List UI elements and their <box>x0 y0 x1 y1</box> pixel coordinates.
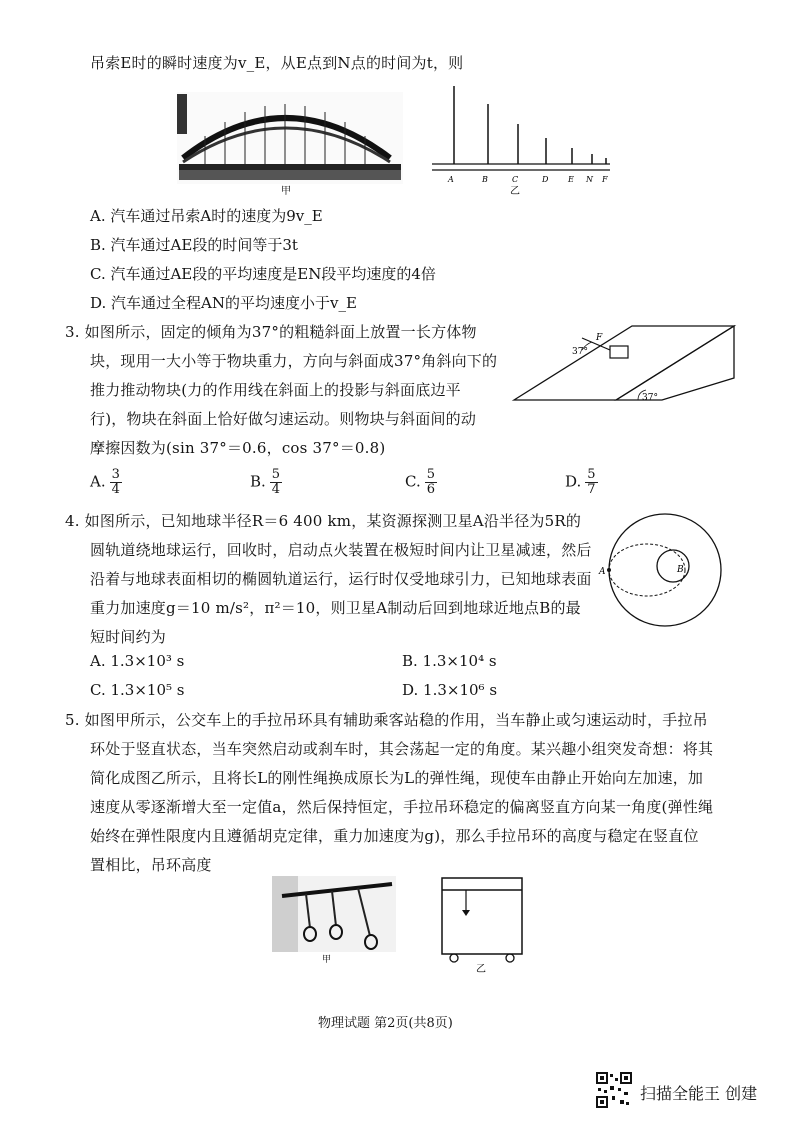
point-label-n: N <box>586 175 593 184</box>
q5-line-1: 5. 如图甲所示，公交车上的手拉吊环具有辅助乘客站稳的作用，当车静止或匀速运动时，手拉吊 <box>65 711 708 729</box>
q5-line-2: 环处于竖直状态，当车突然启动或刹车时，其会荡起一定的角度。某兴趣小组突发奇想：将其 <box>90 740 714 758</box>
point-label-e: E <box>568 175 574 184</box>
suspension-cable-diagram <box>432 86 612 196</box>
q2-option-b: B. 汽车通过AE段的时间等于3t <box>90 236 298 254</box>
bus-handle-photo <box>272 876 396 965</box>
inclined-plane-figure <box>512 320 736 406</box>
q3-line-1: 3. 如图所示，固定的倾角为37°的粗糙斜面上放置一长方体物 <box>65 323 477 341</box>
question-2-stem-end: 吊索E时的瞬时速度为v_E，从E点到N点的时间为t，则 <box>90 54 464 72</box>
q2-option-d: D. 汽车通过全程AN的平均速度小于v_E <box>90 294 357 312</box>
orbit-figure <box>599 510 725 630</box>
point-label-d: D <box>542 175 549 184</box>
q3-line-2: 块，现用一大小等于物块重力，方向与斜面成37°角斜向下的 <box>90 352 498 370</box>
bridge-photo-figure <box>175 88 405 197</box>
q5-line-3: 简化成图乙所示，且将长L的刚性绳换成原长为L的弹性绳，现使车由静止开始向左加速，加 <box>90 769 704 787</box>
q4-line-5: 短时间约为 <box>90 628 167 646</box>
bus-diagram <box>440 876 526 975</box>
scanner-watermark: 扫描全能王 创建 <box>640 1084 758 1103</box>
q4-line-4: 重力加速度g＝10 m/s²，π²＝10，则卫星A制动后回到地球近地点B的最 <box>90 599 581 617</box>
satellite-label-a: A <box>599 567 606 577</box>
q5-fig-label-yi: 乙 <box>476 964 486 975</box>
perigee-label-b: B <box>677 565 684 575</box>
q4-line-2: 圆轨道绕地球运行，回收时，启动点火装置在极短时间内让卫星减速，然后 <box>90 541 592 559</box>
q4-line-3: 沿着与地球表面相切的椭圆轨道运行，运行时仅受地球引力，已知地球表面 <box>90 570 592 588</box>
q5-fig-label-jia: 甲 <box>322 955 332 965</box>
fig1-label-jia: 甲 <box>281 186 291 197</box>
angle-label-incline: 37° <box>642 393 658 403</box>
q2-option-c: C. 汽车通过AE段的平均速度是EN段平均速度的4倍 <box>90 265 436 283</box>
force-label-f: F <box>596 333 603 343</box>
q4-option-c: C. 1.3×10⁵ s <box>90 681 185 699</box>
q5-line-6: 置相比，吊环高度 <box>90 856 212 874</box>
q2-option-a: A. 汽车通过吊索A时的速度为9v_E <box>90 207 323 225</box>
angle-label-force: 37° <box>572 347 588 357</box>
q3-line-5: 摩擦因数为(sin 37°＝0.6，cos 37°＝0.8) <box>90 439 386 457</box>
point-label-a: A <box>448 175 454 184</box>
q5-line-5: 始终在弹性限度内且遵循胡克定律，重力加速度为g)，那么手拉吊环的高度与稳定在竖直位 <box>90 827 699 845</box>
point-label-b: B <box>482 175 488 184</box>
q3-option-a: A. $\frac{3}{4}$ <box>90 467 120 497</box>
page-footer: 物理试题 第2页(共8页) <box>318 1016 453 1031</box>
q4-option-b: B. 1.3×10⁴ s <box>402 652 497 670</box>
q3-line-3: 推力推动物块(力的作用线在斜面上的投影与斜面底边平 <box>90 381 461 399</box>
q3-line-4: 行)，物块在斜面上恰好做匀速运动。则物块与斜面间的动 <box>90 410 477 428</box>
q3-option-d: D. $\frac{5}{7}$ <box>565 467 596 497</box>
point-label-c: C <box>512 175 519 184</box>
qr-code-icon <box>596 1072 632 1108</box>
q4-option-d: D. 1.3×10⁶ s <box>402 681 498 699</box>
q4-line-1: 4. 如图所示，已知地球半径R＝6 400 km，某资源探测卫星A沿半径为5R的 <box>65 512 582 530</box>
q3-option-c: C. $\frac{5}{6}$ <box>405 467 435 497</box>
q4-option-a: A. 1.3×10³ s <box>90 652 185 670</box>
point-label-f: F <box>602 175 608 184</box>
q3-option-b: B. $\frac{5}{4}$ <box>250 467 281 497</box>
q5-line-4: 速度从零逐渐增大至一定值a，然后保持恒定，手拉吊环稳定的偏离竖直方向某一角度(弹性绳 <box>90 798 714 816</box>
fig1-label-yi: 乙 <box>510 186 520 197</box>
